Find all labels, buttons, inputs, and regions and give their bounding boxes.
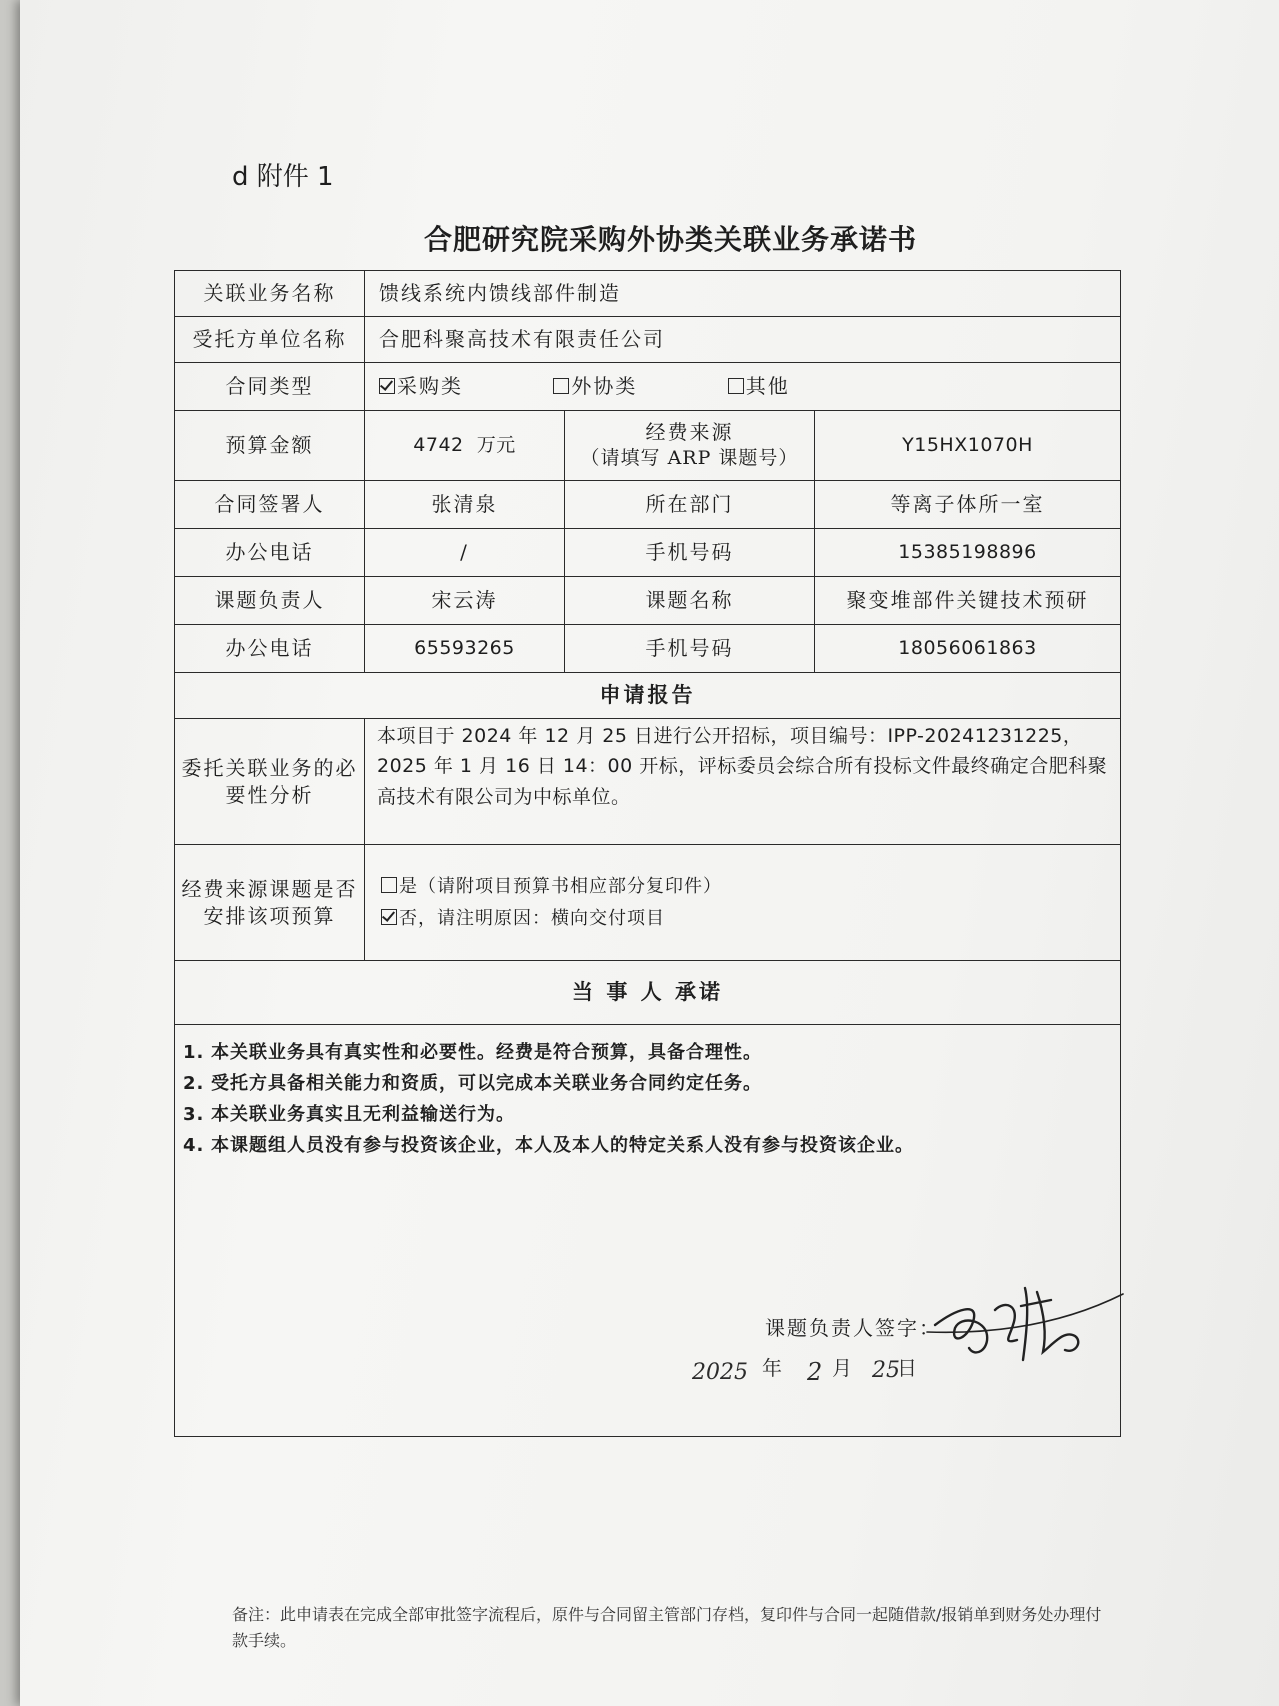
pledge-list (175, 1025, 1120, 1161)
row-business-name (175, 271, 1121, 317)
document-title: 合肥研究院采购外协类关联业务承诺书 (423, 223, 917, 256)
office-phone-label: 办公电话 (175, 529, 365, 577)
signature-area: 课题负责人签字： 2025 年 2 月 25 日 (20, 1312, 1279, 1412)
checkbox-empty-icon (553, 378, 569, 394)
row-leader-phone (175, 625, 1121, 673)
project-name-label: 课题名称 (565, 577, 815, 625)
project-leader-value: 宋云涛 (365, 577, 565, 625)
contract-type-label: 合同类型 (175, 363, 365, 411)
checkbox-empty-icon (381, 877, 397, 893)
checkbox-checked-icon (381, 909, 397, 925)
entrusted-unit-label: 受托方单位名称 (175, 317, 365, 363)
department-label: 所在部门 (565, 481, 815, 529)
leader-mobile: 18056061863 (815, 625, 1121, 673)
pledge-item: 1. 本关联业务具有真实性和必要性。经费是符合预算，具备合理性。 (183, 1042, 762, 1063)
fund-source-value: Y15HX1070H (815, 411, 1121, 481)
contract-type-procurement[interactable]: 采购类 (379, 373, 463, 400)
pledge-section-title: 当 事 人 承诺 (175, 961, 1121, 1025)
handwritten-signature-icon (925, 1270, 1125, 1380)
budget-label: 预算金额 (175, 411, 365, 481)
row-budget (175, 411, 1121, 481)
attachment-label: d 附件 1 (232, 162, 334, 192)
office-phone-label: 办公电话 (175, 625, 365, 673)
document-page (20, 0, 1279, 1706)
application-section-title: 申请报告 (175, 673, 1121, 719)
business-name-value: 馈线系统内馈线部件制造 (365, 271, 1121, 317)
pledge-item: 3. 本关联业务真实且无利益输送行为。 (183, 1104, 515, 1125)
budget-no-option[interactable]: 否，请注明原因：横向交付项目 (371, 903, 1114, 935)
necessity-label: 委托关联业务的必要性分析 (175, 719, 365, 845)
project-name-value: 聚变堆部件关键技术预研 (815, 577, 1121, 625)
row-necessity (175, 719, 1121, 845)
row-entrusted-unit (175, 317, 1121, 363)
contract-type-other[interactable]: 其他 (728, 373, 790, 400)
sign-date-year: 2025 (692, 1360, 748, 1385)
row-pledge-title (175, 961, 1121, 1025)
mobile-label: 手机号码 (565, 529, 815, 577)
mobile-label: 手机号码 (565, 625, 815, 673)
budget-check-label: 经费来源课题是否安排该项预算 (175, 845, 365, 961)
business-name-label: 关联业务名称 (175, 271, 365, 317)
project-leader-label: 课题负责人 (175, 577, 365, 625)
signer-label: 合同签署人 (175, 481, 365, 529)
footnote: 备注：此申请表在完成全部审批签字流程后，原件与合同留主管部门存档，复印件与合同一起随借款/报销单到财务处办理付款手续。 (232, 1605, 1102, 1650)
commitment-form-table (174, 270, 1121, 1437)
checkbox-empty-icon (728, 378, 744, 394)
pledge-item: 4. 本课题组人员没有参与投资该企业，本人及本人的特定关系人没有参与投资该企业。 (183, 1135, 914, 1156)
pledge-item: 2. 受托方具备相关能力和资质，可以完成本关联业务合同约定任务。 (183, 1073, 762, 1094)
budget-yes-option[interactable]: 是（请附项目预算书相应部分复印件） (371, 871, 1114, 903)
row-budget-check (175, 845, 1121, 961)
budget-amount: 4742 万元 (365, 411, 565, 481)
signer-office-phone: / (365, 529, 565, 577)
sign-date-day: 25 (872, 1358, 900, 1383)
row-signer (175, 481, 1121, 529)
contract-type-outsourcing[interactable]: 外协类 (553, 373, 637, 400)
checkbox-checked-icon (379, 378, 395, 394)
leader-office-phone: 65593265 (365, 625, 565, 673)
sign-date-month: 2 (807, 1358, 823, 1386)
entrusted-unit-value: 合肥科聚高技术有限责任公司 (365, 317, 1121, 363)
signer-mobile: 15385198896 (815, 529, 1121, 577)
row-application-title (175, 673, 1121, 719)
signature-label: 课题负责人签字： (765, 1316, 941, 1340)
fund-source-label: 经费来源 （请填写 ARP 课题号） (565, 411, 815, 481)
row-project-leader (175, 577, 1121, 625)
signer-value: 张清泉 (365, 481, 565, 529)
department-value: 等离子体所一室 (815, 481, 1121, 529)
necessity-text: 本项目于 2024 年 12 月 25 日进行公开招标，项目编号：IPP-20241231225，2025 年 1 月 16 日 14：00 开标，评标委员会综合所有投标文件最终确定合肥科聚高技术有限公司为中标单位。 (377, 725, 1108, 808)
contract-type-options (365, 363, 1121, 411)
row-contract-type (175, 363, 1121, 411)
row-signer-phone (175, 529, 1121, 577)
